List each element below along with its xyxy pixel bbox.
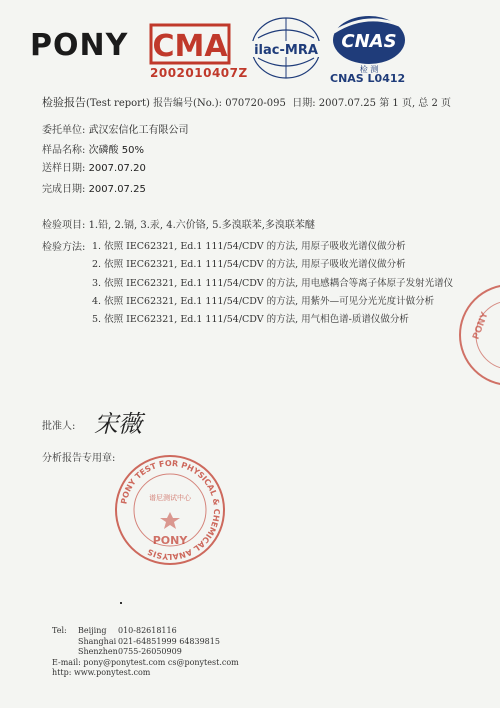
pony-logo: PONY [30,28,129,63]
report-stamp [112,452,228,568]
test-method-1: 1. 依照 IEC62321, Ed.1 111/54/CDV 的方法, 用原子吸收光谱仪做分析 [92,241,406,252]
cma-code: 2002010407Z [150,66,248,80]
client-field [42,121,189,136]
footer-row-email [52,658,239,669]
test-items-text: 1.铅, 2.镉, 3.汞, 4.六价铬, 5.多溴联苯,多溴联苯醚 [88,220,315,231]
svg-text:PONY: PONY [471,311,491,342]
edge-seal [456,280,500,390]
report-stamp-label: 分析报告专用章: [42,453,116,464]
beijing-tel: 010-82618116 [118,626,177,635]
client-value: 武汉宏信化工有限公司 [88,125,189,136]
test-method-2: 2. 依照 IEC62321, Ed.1 111/54/CDV 的方法, 用原子吸收光谱仪做分析 [92,259,406,270]
sample-label: 样品名称: [42,145,86,156]
report-title: 检验报告 [42,96,86,109]
email-value[interactable]: pony@ponytest.com cs@ponytest.com [83,657,239,667]
report-header-line [42,94,482,110]
test-method-3: 3. 依照 IEC62321, Ed.1 111/54/CDV 的方法, 用电感耦合等离子体原子发射光谱仪 [92,278,454,289]
shenzhen-label: Shenzhen [78,647,118,656]
svg-text:PONY TEST FOR PHYSICAL & CHEMI: PONY TEST FOR PHYSICAL & CHEMICAL ANALYSIS [119,458,222,562]
test-method-5: 5. 依照 IEC62321, Ed.1 111/54/CDV 的方法, 用气相色谱-质谱仪做分析 [92,314,409,325]
shenzhen-tel: 0755-26050909 [118,647,182,656]
client-label: 委托单位: [42,125,86,136]
contact-footer [52,626,239,679]
test-method-4: 4. 依照 IEC62321, Ed.1 111/54/CDV 的方法, 用紫外—可见分光光度计做分析 [92,296,435,307]
footer-row-shanghai [52,637,239,648]
report-date-value: 2007.07.25 [318,98,377,109]
approver-label: 批准人: [42,421,76,432]
test-methods-label: 检验方法: [42,242,86,253]
cnas-logo-text: CNAS [341,31,397,52]
shanghai-tel: 021-64851999 64839815 [118,636,220,646]
cma-logo-text: CMA [152,29,228,64]
completed-date-field [42,180,146,195]
cnas-logo-sub: 检 测 [359,65,379,74]
report-no-label: 报告编号(No.): [153,98,223,109]
http-label: http: [52,668,72,677]
footer-row-beijing [52,626,239,637]
report-page-info: 第 1 页, 总 2 页 [379,98,452,109]
email-label: E-mail: [52,657,81,667]
test-items-label: 检验项目: [42,220,86,231]
approver-signature [92,406,158,438]
received-date-label: 送样日期: [42,163,86,174]
report-no-value: 070720-095 [225,98,286,109]
beijing-label: Beijing [78,626,107,635]
shanghai-label: Shanghai [78,636,117,646]
report-title-en: (Test report) [86,98,150,109]
footer-row-shenzhen [52,647,239,658]
tel-label: Tel: [52,626,67,635]
report-date-label: 日期: [292,98,316,109]
ilac-mra-text: ilac-MRA [254,43,318,58]
svg-text:PONY: PONY [152,534,188,547]
svg-text:宋薇: 宋薇 [94,410,142,438]
footer-row-http [52,668,239,679]
sample-field [42,141,144,156]
completed-date-label: 完成日期: [42,184,86,195]
ilac-mra-logo [248,14,324,84]
completed-date-value: 2007.07.25 [88,184,146,195]
speck [120,602,122,604]
received-date-field [42,159,146,174]
website-link[interactable]: www.ponytest.com [73,668,151,677]
cnas-code: CNAS L0412 [330,72,406,85]
test-items [42,216,315,231]
received-date-value: 2007.07.20 [88,163,146,174]
svg-text:谱尼测试中心: 谱尼测试中心 [149,494,191,502]
sample-value: 次磷酸 50% [88,145,144,156]
